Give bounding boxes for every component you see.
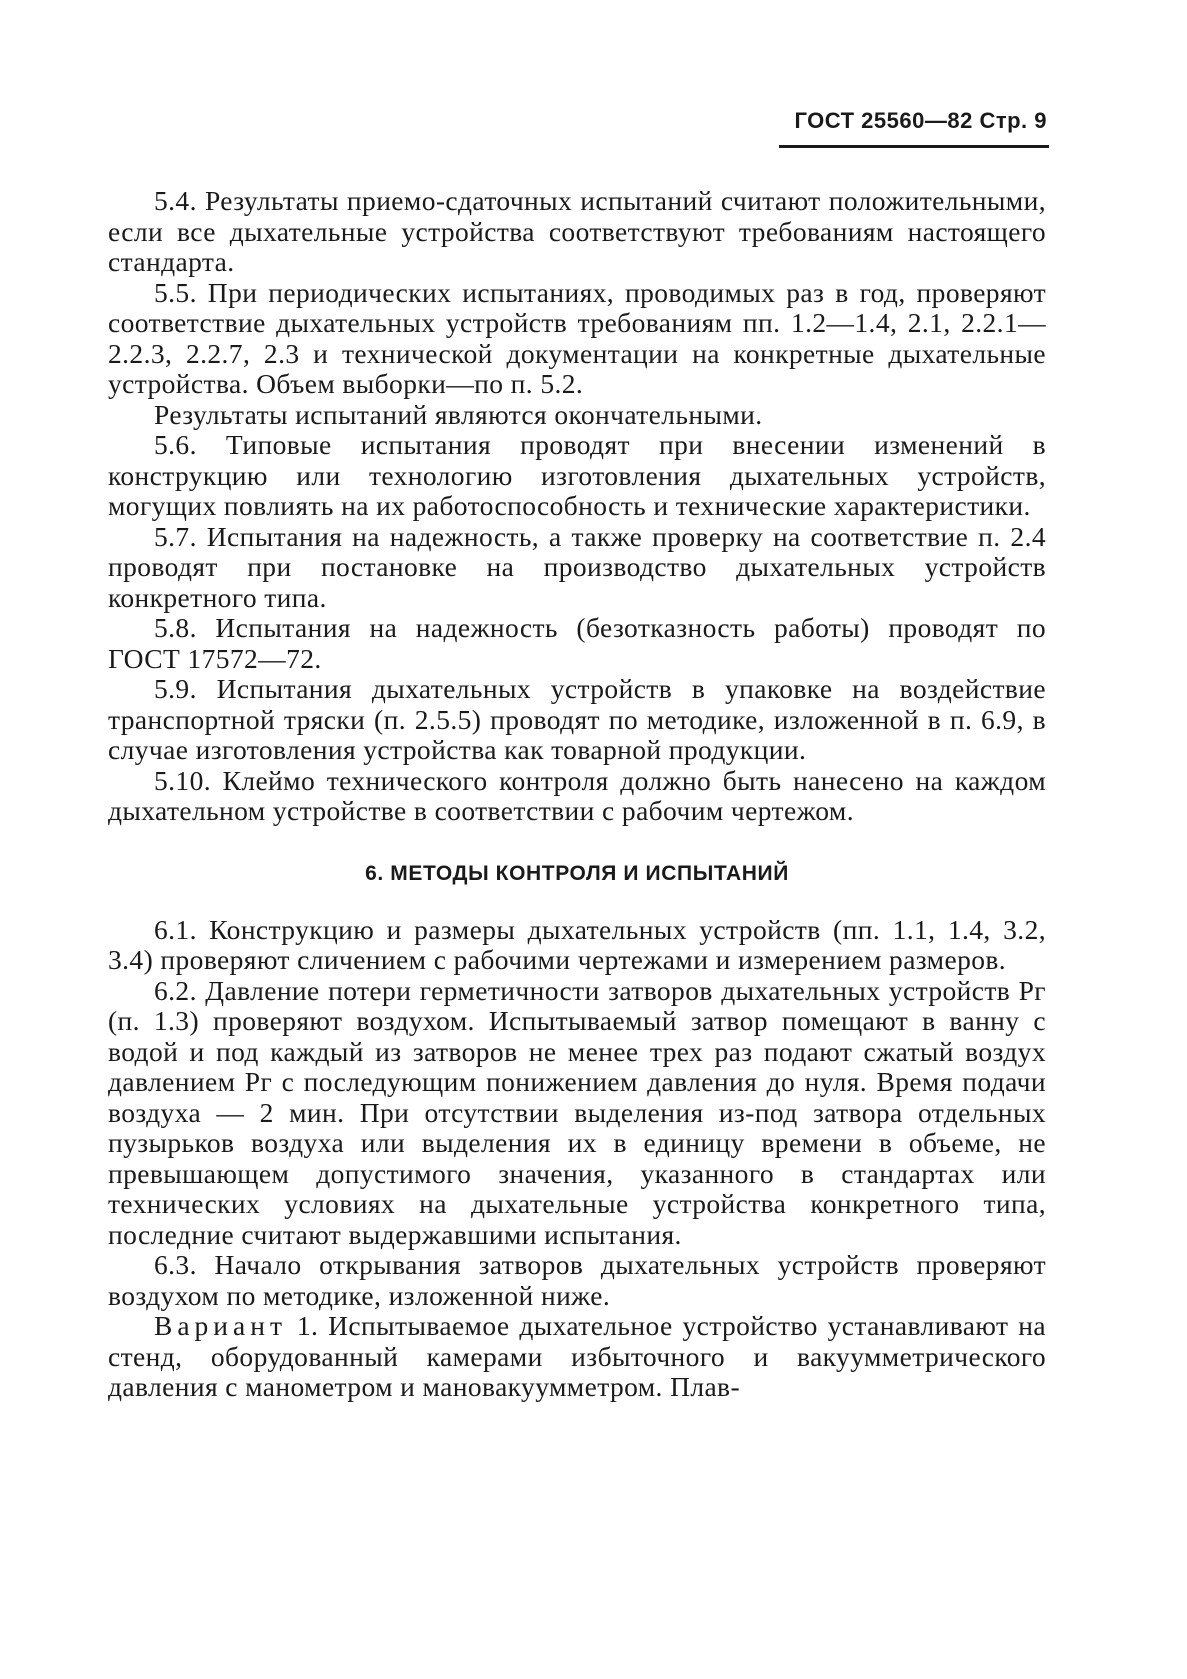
paragraph-5-5: 5.5. При периодических испытаниях, проводимых раз в год, проверяют соответствие дыхательных устройств требованиям пп. 1.2—1.4, 2.1, 2.2.1—2.2.3, 2.2.7, 2.3 и технической документации на конкретные дыхательные устройства. Объем выборки—по п. 5.2. [108,276,1046,399]
paragraph-5-6: 5.6. Типовые испытания проводят при внесении изменений в конструкцию или технологию изготовления дыхательных устройств, могущих повлиять на их работоспособность и технические характеристики. [108,429,1046,521]
paragraph-5-8: 5.8. Испытания на надежность (безотказность работы) проводят по ГОСТ 17572—72. [108,612,1046,674]
variant-1-text: 1. Испытываемое дыхательное устройство устанавливают на стенд, оборудованный камерами избыточного и вакуумметрического давления с манометром и мановакуумметром. Плав- [108,1310,1046,1402]
paragraph-variant-1 [108,1311,1046,1403]
variant-1-label: Вариант [154,1310,287,1341]
paragraph-6-1: 6.1. Конструкцию и размеры дыхательных устройств (пп. 1.1, 1.4, 3.2, 3.4) проверяют сличением с рабочими чертежами и измерением размеров. [108,913,1046,975]
page-number: Стр. 9 [979,108,1047,133]
paragraph-6-2: 6.2. Давление потери герметичности затворов дыхательных устройств Pг (п. 1.3) проверяют воздухом. Испытываемый затвор помещают в ванну с водой и под каждый из затворов не менее трех раз подают сжатый воздух давлением Pг с последующим понижением давления до нуля. Время подачи воздуха — 2 мин. При отсутствии выделения из-под затвора отдельных пузырьков воздуха или выделения их в единицу времени в объеме, не превышающем допустимого значения, указанного в стандартах или технических условиях на дыхательные устройства конкретного типа, последние считают выдержавшими испытания. [108,974,1046,1250]
paragraph-5-10: 5.10. Клеймо технического контроля должно быть нанесено на каждом дыхательном устройстве в соответствии с рабочим чертежом. [108,764,1046,826]
paragraph-5-9: 5.9. Испытания дыхательных устройств в упаковке на воздействие транспортной тряски (п. 2.5.5) проводят по методике, изложенной в п. 6.9, в случае изготовления устройства как товарной продукции. [108,673,1046,765]
paragraph-5-5-results: Результаты испытаний являются окончательными. [154,398,763,430]
paragraph-5-7: 5.7. Испытания на надежность, а также проверку на соответствие п. 2.4 проводят при постановке на производство дыхательных устройств конкретного типа. [108,520,1046,613]
paragraph-6-3: 6.3. Начало открывания затворов дыхательных устройств проверяют воздухом по методике, изложенной ниже. [108,1249,1046,1311]
standard-number: ГОСТ 25560—82 [794,108,973,133]
document-body [108,186,1046,1403]
header-rule [779,145,1049,148]
paragraph-5-4: 5.4. Результаты приемо-сдаточных испытаний считают положительными, если все дыхательные устройства соответствуют требованиям настоящего стандарта. [108,185,1046,277]
section-6-heading: 6. МЕТОДЫ КОНТРОЛЯ И ИСПЫТАНИЙ [365,861,789,885]
page-header [794,108,1047,134]
